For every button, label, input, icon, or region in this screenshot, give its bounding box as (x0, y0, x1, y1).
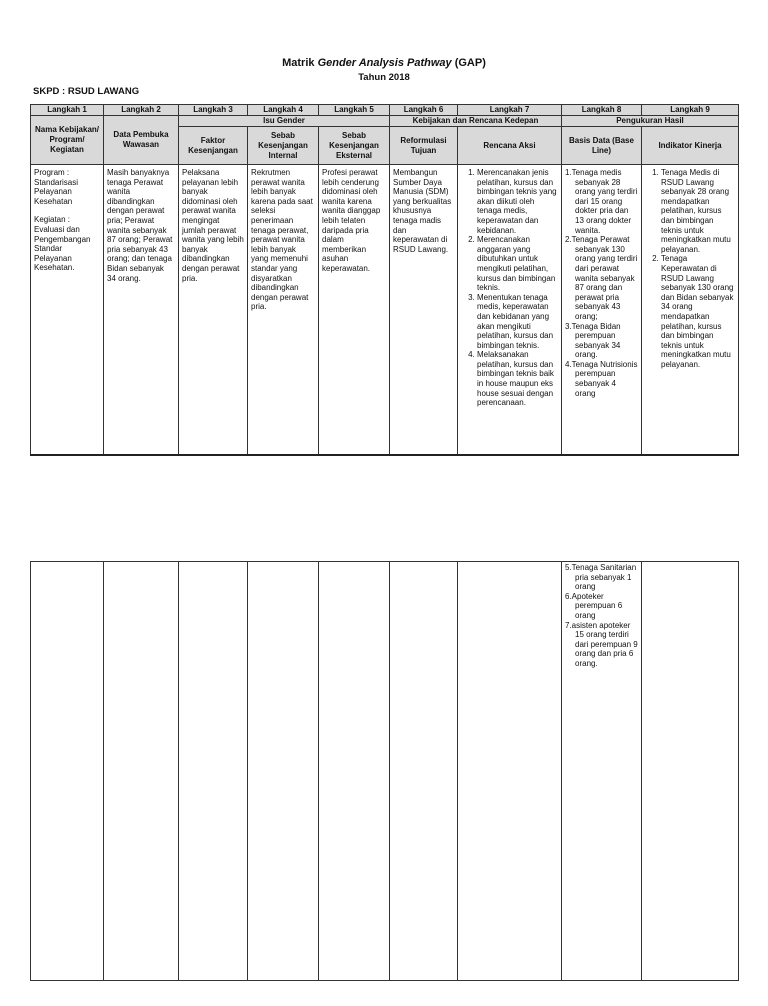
cell-empty (642, 562, 739, 981)
cell-nama-kebijakan (31, 165, 104, 455)
group-pengukuran: Pengukuran Hasil (562, 116, 739, 127)
list-item: 1. Tenaga Medis di RSUD Lawang sebanyak 28 orang mendapatkan pelatihan, kursus dan bimbingan teknis untuk meningkatkan mutu pelayanan. (661, 168, 735, 254)
cell-basis-data-continued (562, 562, 642, 981)
cell-empty (319, 562, 390, 981)
list-item: 1. Merencanakan jenis pelatihan, kursus dan bimbingan teknis yang akan diikuti oleh tenaga medis, keperawatan dan kebidanan. (477, 168, 558, 235)
step-3: Langkah 3 (179, 105, 248, 116)
cell-empty (390, 562, 458, 981)
step-6: Langkah 6 (390, 105, 458, 116)
list-item: 4. Melaksanakan pelatihan, kursus dan bimbingan teknis baik in house maupun eks house sesuai dengan perencanaan. (477, 350, 558, 408)
list-item: 2. Tenaga Keperawatan di RSUD Lawang sebanyak 130 orang dan Bidan sebanyak 34 orang mendapatkan pelatihan, kursus dan bimbingan teknis untuk meningkatkan mutu pelayanan. (661, 254, 735, 369)
list-item: 1.Tenaga medis sebanyak 28 orang yang terdiri dari 15 orang dokter pria dan 13 orang dokter wanita. (565, 168, 638, 235)
list-item: 5.Tenaga Sanitarian pria sebanyak 1 orang (565, 563, 637, 592)
cell-faktor-kesenjangan: Pelaksana pelayanan lebih banyak didominasi oleh perawat wanita mengingat jumlah perawat wanita yang lebih banyak dibandingkan dengan perawat pria. (179, 165, 248, 455)
list-item: 6.Apoteker perempuan 6 orang (565, 591, 623, 620)
step-1: Langkah 1 (31, 105, 104, 116)
cell-sebab-internal: Rekrutmen perawat wanita lebih banyak karena pada saat seleksi penerimaan tenaga perawat, perawat wanita lebih banyak yang memenuhi standar yang disyaratkan dibandingkan dengan perawat pria. (248, 165, 319, 455)
col-faktor-kesenjangan: Faktor Kesenjangan (179, 127, 248, 165)
title-italic: Gender Analysis Pathway (317, 57, 452, 69)
group-isu-gender: Isu Gender (179, 116, 390, 127)
cell-reformulasi-tujuan: Membangun Sumber Daya Manusia (SDM) yang berkualitas khususnya tenaga madis dan keperawatan di RSUD Lawang. (390, 165, 458, 455)
list-item: 2. Merencanakan anggaran yang dibutuhkan untuk mengikuti pelatihan, kursus dan bimbingan teknis. (477, 235, 558, 293)
group-kebijakan: Kebijakan dan Rencana Kedepan (390, 116, 562, 127)
kegiatan-text: Kegiatan : Evaluasi dan Pengembangan Standar Pelayanan Kesehatan. (34, 215, 91, 273)
table-row (31, 165, 739, 455)
cell-empty (179, 562, 248, 981)
step-2: Langkah 2 (104, 105, 179, 116)
col-reformulasi-tujuan: Reformulasi Tujuan (390, 127, 458, 165)
cell-basis-data (562, 165, 642, 455)
col-basis-data: Basis Data (Base Line) (562, 127, 642, 165)
step-7: Langkah 7 (458, 105, 562, 116)
col-sebab-internal: Sebab Kesenjangan Internal (248, 127, 319, 165)
cell-indikator-kinerja (642, 165, 739, 455)
col-indikator-kinerja: Indikator Kinerja (642, 127, 739, 165)
basis-data-list-continued (565, 563, 638, 669)
group-row (31, 116, 739, 127)
basis-data-list (565, 168, 638, 398)
step-5: Langkah 5 (319, 105, 390, 116)
cell-sebab-eksternal: Profesi perawat lebih cenderung didominasi oleh wanita karena wanita dianggap lebih telaten daripada pria dalam memberikan asuhan keperawatan. (319, 165, 390, 455)
cell-empty (458, 562, 562, 981)
col-sebab-eksternal: Sebab Kesenjangan Eksternal (319, 127, 390, 165)
step-4: Langkah 4 (248, 105, 319, 116)
program-text: Program : Standarisasi Pelayanan Kesehatan (34, 168, 79, 206)
step-8: Langkah 8 (562, 105, 642, 116)
skpd-label: SKPD : RSUD LAWANG (33, 86, 140, 97)
table-row (31, 562, 739, 981)
list-item: 4.Tenaga Nutrisionis perempuan sebanyak 4 orang (565, 359, 638, 398)
step-row (31, 105, 739, 116)
rencana-aksi-list (461, 168, 558, 408)
cell-empty (104, 562, 179, 981)
col-data-pembuka: Data Pembuka Wawasan (104, 116, 179, 165)
gap-matrix-table (30, 104, 739, 456)
list-item: 3. Menentukan tenaga medis, keperawatan dan kebidanan yang akan mengikuti pelatihan, kursus dan bimbingan teknis. (477, 293, 558, 351)
cell-data-pembuka: Masih banyaknya tenaga Perawat wanita dibandingkan dengan perawat pria; Perawat wanita sebanyak 87 orang; Perawat pria sebanyak 43 orang; dan tenaga Bidan sebanyak 34 orang. (104, 165, 179, 455)
col-nama-kebijakan: Nama Kebijakan/ Program/ Kegiatan (31, 116, 104, 165)
document-year: Tahun 2018 (358, 72, 410, 83)
list-item: 3.Tenaga Bidan perempuan sebanyak 34 orang. (565, 321, 621, 360)
col-rencana-aksi: Rencana Aksi (458, 127, 562, 165)
cell-empty (248, 562, 319, 981)
cell-rencana-aksi (458, 165, 562, 455)
step-9: Langkah 9 (642, 105, 739, 116)
document-title: Matrik Gender Analysis Pathway (GAP) (282, 57, 486, 69)
list-item: 7.asisten apoteker 15 orang terdiri dari perempuan 9 orang dan pria 6 orang. (565, 620, 638, 668)
gap-matrix-continuation-table (30, 561, 739, 981)
list-item: 2.Tenaga Perawat sebanyak 130 orang yang terdiri dari perawat wanita sebanyak 87 orang dan perawat pria sebanyak 43 orang; (565, 235, 638, 321)
indikator-kinerja-list (645, 168, 735, 369)
cell-empty (31, 562, 104, 981)
